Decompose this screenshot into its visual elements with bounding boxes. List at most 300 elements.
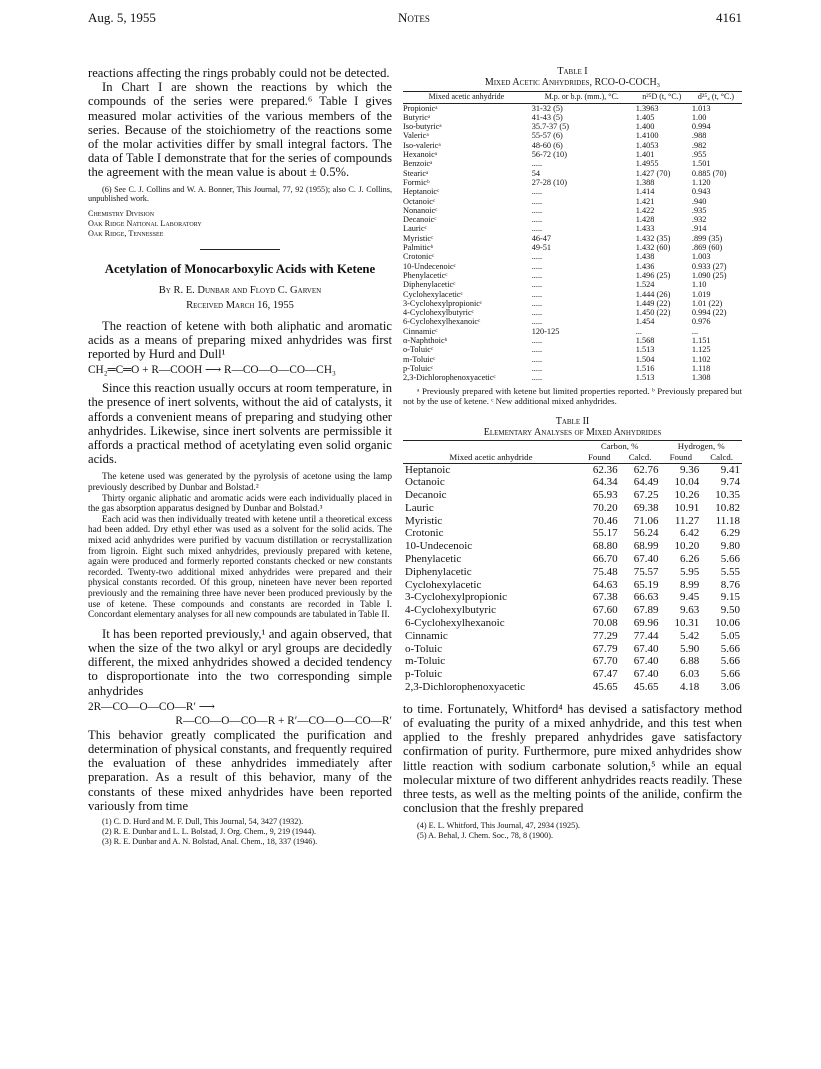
table-cell-value: 6.88 (679, 655, 700, 668)
table-cell-value: 1.524 (635, 280, 655, 290)
table-cell-value: 56-72 (10) (531, 150, 567, 160)
table-row (403, 308, 742, 317)
table-cell-value: 9.80 (720, 540, 740, 553)
table-cell-value: 1.003 (691, 252, 711, 262)
table-row (403, 141, 742, 150)
table-cell-value: 67.40 (633, 642, 659, 655)
footnote-4: (4) E. L. Whitford, This Journal, 47, 2934 (1925). (417, 821, 580, 831)
table-cell-value: 10.20 (674, 540, 700, 553)
table-cell-value: 1.405 (635, 112, 655, 122)
table-cell-value: 45.65 (592, 681, 618, 694)
table-cell-name: Decanoicᶜ (403, 215, 437, 225)
table-cell-value: 0.976 (691, 317, 711, 327)
table-cell-value: 1.501 (691, 159, 711, 169)
table-row (403, 566, 742, 579)
table-row (403, 187, 742, 196)
table-cell-value: .988 (691, 131, 707, 141)
table-cell-name: Cinnamic (405, 629, 448, 642)
table-cell-value: ..... (531, 363, 543, 373)
table-cell-value: ..... (531, 261, 543, 271)
table-cell-name: Lauricᶜ (403, 224, 427, 234)
table-cell-value: .982 (691, 140, 707, 150)
table-cell-value: .940 (691, 196, 707, 206)
table-2-caption: Elementary Analyses of Mixed Anhydrides (483, 426, 662, 438)
table-row (403, 655, 742, 668)
table-row (403, 113, 742, 122)
table-cell-name: 3-Cyclohexylpropionicᶜ (403, 298, 483, 308)
table-1-header: d²⁵₄ (t, °C.) (690, 92, 742, 104)
table-cell-name: Palmiticᵇ (403, 243, 434, 253)
table-1-notes: ᵃ Previously prepared with ketene but limited properties reported. ᵇ Previously prepared but not by the use of ketene. ᶜ New additional mixed anhydrides. (403, 385, 742, 406)
table-cell-value: 3.06 (720, 681, 740, 694)
footnotes (88, 817, 392, 846)
table-cell-name: Hexanoicᵃ (403, 150, 438, 160)
table-row (403, 299, 742, 308)
table-cell-value: .955 (691, 150, 707, 160)
table-cell-name: Myristicᶜ (403, 233, 434, 243)
table-cell-value: 70.46 (592, 514, 618, 527)
table-cell-value: .869 (60) (691, 243, 723, 253)
table-cell-name: Crotonic (405, 527, 444, 540)
table-cell-name: o-Toluicᶜ (403, 345, 434, 355)
table-1-header: M.p. or b.p. (mm.), °C. (530, 92, 634, 104)
table-cell-value: 35.7-37 (5) (531, 122, 570, 132)
table-cell-value: 6.26 (679, 553, 700, 566)
table-cell-name: Crotonicᶜ (403, 252, 435, 262)
table-row (403, 630, 742, 643)
table-cell-value: 1.454 (635, 317, 655, 327)
table-cell-value: 64.34 (592, 476, 618, 489)
table-cell-value: 5.66 (720, 642, 740, 655)
table-cell-value: 1.516 (635, 363, 655, 373)
table-cell-name: Phenylacetic (405, 553, 462, 566)
table-cell-name: Heptanoicᶜ (403, 187, 440, 197)
table-cell-name: Cyclohexylacetic (405, 578, 482, 591)
table-cell-name: Phenylaceticᶜ (403, 270, 448, 280)
table-row (403, 262, 742, 271)
affiliation (88, 209, 392, 238)
table-row (403, 476, 742, 489)
table-cell-value: 10.31 (674, 617, 700, 630)
equation-2a: 2R—CO—O—CO—R′ ⟶ (88, 700, 215, 713)
table-cell-value: 66.63 (633, 591, 659, 604)
table-cell-value: 1.496 (25) (635, 270, 671, 280)
table-cell-value: 1.019 (691, 289, 711, 299)
table-cell-name: m-Toluic (405, 655, 446, 668)
table-row (403, 317, 742, 326)
table-cell-value: 67.89 (633, 604, 659, 617)
table-cell-name: Myristic (405, 514, 443, 527)
table-row (403, 103, 742, 113)
table-1-label: Table I (557, 66, 588, 77)
table-row (403, 355, 742, 364)
table-cell-value: 1.01 (22) (691, 298, 723, 308)
table-cell-value: .899 (35) (691, 233, 723, 243)
table-2-header: Mixed acetic anhydride (403, 440, 579, 463)
table-cell-name: 2,3-Dichlorophenoxyacetic (405, 681, 526, 694)
table-cell-value: ..... (531, 354, 543, 364)
table-1-caption: Mixed Acetic Anhydrides, RCO-O-COCH₃ (484, 77, 661, 88)
table-cell-value: 48-60 (6) (531, 140, 563, 150)
table-cell-value: 0.994 (22) (691, 308, 727, 318)
table-row (403, 131, 742, 140)
table-cell-value: 5.66 (720, 553, 740, 566)
header-page-number: 4161 (716, 10, 742, 25)
page-header (88, 10, 742, 30)
table-row (403, 280, 742, 289)
table-cell-value: 0.994 (691, 122, 711, 132)
received-date: Received March 16, 1955 (186, 299, 294, 311)
table-cell-value: 31-32 (5) (531, 103, 563, 113)
table-cell-value: 77.44 (633, 629, 659, 642)
table-cell-value: ... (635, 326, 642, 336)
table-1-header: Mixed acetic anhydride (403, 92, 530, 104)
table-cell-value: 11.27 (674, 514, 700, 527)
table-1-header-row (403, 92, 742, 104)
header-date: Aug. 5, 1955 (88, 10, 156, 25)
table-row (403, 604, 742, 617)
table-1 (403, 91, 742, 383)
table-cell-value: 1.438 (635, 252, 655, 262)
table-cell-value: 1.308 (691, 373, 711, 383)
table-row (403, 553, 742, 566)
table-cell-value: 1.118 (691, 363, 711, 373)
table-cell-value: 62.76 (633, 463, 659, 476)
paragraph-4: This behavior greatly complicated the purification and determination of physical constants, and frequently required the evaluation of these anhydrides immediately after preparation. As a result of this behavior, many of the constants of these mixed anhydrides have been reported variously from time (88, 727, 392, 813)
table-cell-name: 10-Undecenoicᶜ (403, 261, 456, 271)
table-cell-name: 6-Cyclohexylhexanoicᶜ (403, 317, 481, 327)
table-cell-value: 46-47 (531, 233, 552, 243)
paragraph-3: It has been reported previously,¹ and again observed, that when the size of the two alkyl or aryl groups are decidedly different, the mixed anhydrides showed a decided tendency to disproportionate into the two corresponding simple anhydrides (88, 626, 392, 698)
table-cell-value: ..... (531, 159, 543, 169)
table-row (403, 579, 742, 592)
table-cell-name: Cinnamicᶜ (403, 326, 438, 336)
table-row (403, 150, 742, 159)
table-cell-value: 9.45 (679, 591, 700, 604)
table-cell-value: 69.96 (633, 617, 659, 630)
footnote-5: (5) A. Behal, J. Chem. Soc., 78, 8 (1900). (417, 831, 553, 841)
table-cell-name: p-Toluic (405, 668, 443, 681)
table-row (403, 364, 742, 373)
table-cell-value: 1.400 (635, 122, 655, 132)
table-cell-value: 77.29 (592, 629, 618, 642)
table-cell-value: 45.65 (633, 681, 659, 694)
affiliation-line: Oak Ridge National Laboratory (88, 219, 202, 229)
table-cell-value: 8.76 (720, 578, 740, 591)
table-row (403, 215, 742, 224)
table-cell-name: Nonanoicᶜ (403, 205, 438, 215)
table-cell-value: 62.36 (592, 463, 618, 476)
table-cell-value: ..... (531, 224, 543, 234)
table-cell-value: 1.4955 (635, 159, 659, 169)
table-row (403, 373, 742, 382)
table-cell-value: ..... (531, 270, 543, 280)
table-2-header: Hydrogen, % (660, 440, 742, 452)
table-row (403, 122, 742, 131)
table-row (403, 515, 742, 528)
table-cell-value: 1.102 (691, 354, 711, 364)
table-cell-value: .935 (691, 205, 707, 215)
table-cell-value: 5.55 (720, 565, 740, 578)
paragraph-2: Since this reaction usually occurs at room temperature, in the presence of inert solvents, without the aid of catalysts, it affords a convenient means of preparing and studying other anhydrides. Likewise, since inert solvents are permissible it affords a practical method of acetylating even solid organic acids. (88, 381, 392, 467)
table-row (403, 271, 742, 280)
table-row (403, 345, 742, 354)
table-cell-value: 1.444 (26) (635, 289, 671, 299)
table-cell-value: 1.432 (60) (635, 243, 671, 253)
table-cell-value: ..... (531, 289, 543, 299)
table-cell-value: 5.42 (679, 629, 700, 642)
table-cell-name: 10-Undecenoic (405, 540, 473, 553)
experimental-paragraph-1: The ketene used was generated by the pyrolysis of acetone using the lamp previously described by Dunbar and Bolstad.² (88, 472, 392, 494)
table-cell-name: Octanoic (405, 476, 445, 489)
table-cell-name: 6-Cyclohexylhexanoic (405, 617, 505, 630)
table-cell-value: 1.568 (635, 336, 655, 346)
table-cell-value: 69.38 (633, 501, 659, 514)
table-cell-value: ..... (531, 280, 543, 290)
table-cell-value: 1.427 (70) (635, 168, 671, 178)
table-2 (403, 440, 742, 694)
table-cell-value: 1.4100 (635, 131, 659, 141)
table-row (403, 668, 742, 681)
table-cell-value: 9.63 (679, 604, 700, 617)
equation-2b: R—CO—O—CO—R + R′—CO—O—CO—R′ (175, 714, 392, 727)
table-cell-value: 5.95 (679, 565, 700, 578)
table-1-header: n²⁵D (t, °C.) (634, 92, 690, 104)
table-cell-value: 70.20 (592, 501, 618, 514)
table-cell-value: 67.79 (592, 642, 618, 655)
table-row (403, 327, 742, 336)
table-cell-value: 120-125 (531, 326, 560, 336)
table-cell-name: Iso-valericᵃ (403, 140, 441, 150)
table-cell-value: 9.50 (720, 604, 740, 617)
table-cell-value: 65.93 (592, 489, 618, 502)
footnotes-right (403, 821, 742, 841)
table-row (403, 206, 742, 215)
table-cell-value: 55.17 (592, 527, 618, 540)
table-cell-name: Stearicᵃ (403, 168, 429, 178)
table-row (403, 502, 742, 515)
table-2-header: Carbon, % (579, 440, 661, 452)
table-cell-value: 64.63 (592, 578, 618, 591)
equation-1: CH₂═C═O + R—COOH ⟶ R—CO—O—CO—CH₃ (88, 364, 336, 377)
table-row (403, 197, 742, 206)
table-2-header: Found (660, 452, 701, 464)
table-cell-value: 5.90 (679, 642, 700, 655)
table-cell-name: 3-Cyclohexylpropionic (405, 591, 508, 604)
table-cell-value: 4.18 (679, 681, 700, 694)
section-divider (200, 249, 280, 250)
table-2-header: Calcd. (701, 452, 742, 464)
table-cell-value: 1.504 (635, 354, 655, 364)
table-row (403, 178, 742, 187)
table-cell-value: 56.24 (633, 527, 659, 540)
table-cell-value: .932 (691, 215, 707, 225)
table-cell-value: 8.99 (679, 578, 700, 591)
table-cell-value: 1.125 (691, 345, 711, 355)
table-2-header: Found (579, 452, 620, 464)
table-cell-value: ..... (531, 336, 543, 346)
footnote-1: (1) C. D. Hurd and M. F. Dull, This Journal, 54, 3427 (1932). (102, 816, 304, 826)
table-cell-value: 27-28 (10) (531, 177, 567, 187)
table-cell-value: 0.885 (70) (691, 168, 727, 178)
intro-paragraph-2: In Chart I are shown the reactions by which the compounds of the series were prepared.⁶ Table I gives measured molar activities of the various members of the series. Because of the stoichiometry of the reactions some of the molar activities differ by small integral factors. The data of Table I demonstrate that for the series of compounds the agreement with the mean value is about ± 0.5%. (88, 80, 392, 180)
table-row (403, 681, 742, 694)
table-cell-value: 70.08 (592, 617, 618, 630)
table-cell-name: m-Toluicᶜ (403, 354, 436, 364)
table-cell-value: 67.60 (592, 604, 618, 617)
table-cell-value: ..... (531, 373, 543, 383)
table-cell-value: ... (691, 326, 699, 336)
table-cell-value: 1.513 (635, 345, 655, 355)
table-cell-value: 68.99 (633, 540, 659, 553)
table-cell-value: 1.00 (691, 112, 707, 122)
table-cell-name: Lauric (405, 501, 434, 514)
table-cell-value: 1.449 (22) (635, 298, 671, 308)
table-row (403, 243, 742, 252)
table-cell-value: ..... (531, 298, 543, 308)
table-cell-value: 9.36 (679, 463, 700, 476)
table-cell-value: 66.70 (592, 553, 618, 566)
experimental-paragraph-2: Thirty organic aliphatic and aromatic acids were each individually placed in the gas absorption apparatus designed by Dunbar and Bolstad.³ (88, 493, 392, 515)
table-row (403, 540, 742, 553)
table-row (403, 169, 742, 178)
table-cell-value: .914 (691, 224, 707, 234)
table-cell-name: 4-Cyclohexylbutyricᶜ (403, 308, 474, 318)
table-cell-name: Butyricᵃ (403, 112, 431, 122)
table-cell-value: 9.41 (720, 463, 740, 476)
table-cell-value: 1.414 (635, 187, 655, 197)
table-cell-value: 6.42 (679, 527, 700, 540)
table-cell-value: 1.10 (691, 280, 707, 290)
footnote-6: (6) See C. J. Collins and W. A. Bonner, This Journal, 77, 92 (1955); also C. J. Collins, unpublished work. (88, 184, 392, 204)
table-cell-value: 6.03 (679, 668, 700, 681)
table-cell-value: 1.401 (635, 150, 655, 160)
table-row (403, 159, 742, 168)
table-cell-value: 11.18 (715, 514, 740, 527)
table-cell-value: 65.19 (633, 578, 659, 591)
table-cell-value: 1.151 (691, 336, 711, 346)
table-cell-value: ..... (531, 196, 543, 206)
table-cell-name: o-Toluic (405, 642, 443, 655)
table-cell-name: Decanoic (405, 489, 447, 502)
table-cell-value: 67.47 (592, 668, 618, 681)
table-cell-value: ..... (531, 308, 543, 318)
table-cell-value: 10.04 (674, 476, 700, 489)
table-cell-value: 1.4053 (635, 140, 659, 150)
table-cell-value: 49-51 (531, 243, 552, 253)
left-column (88, 66, 392, 846)
table-cell-value: 1.436 (635, 261, 655, 271)
paragraph-1: The reaction of ketene with both aliphatic and aromatic acids as a means of preparing mixed anhydrides was first reported by Hurd and Dull¹ (88, 318, 392, 362)
table-cell-value: 1.421 (635, 196, 655, 206)
table-row (403, 527, 742, 540)
table-cell-value: 67.38 (592, 591, 618, 604)
table-cell-value: 10.91 (674, 501, 700, 514)
table-cell-name: Propionicᵃ (403, 103, 438, 113)
table-cell-value: 1.428 (635, 215, 655, 225)
table-row (403, 463, 742, 476)
table-cell-name: Benzoicᵃ (403, 159, 433, 169)
table-cell-name: Iso-butyricᵃ (403, 122, 442, 132)
table-cell-name: Diphenylaceticᶜ (403, 280, 456, 290)
table-cell-value: 1.513 (635, 373, 655, 383)
table-cell-value: 41-43 (5) (531, 112, 563, 122)
table-2-header: Calcd. (620, 452, 661, 464)
table-cell-value: 68.80 (592, 540, 618, 553)
table-cell-value: 10.82 (715, 501, 740, 514)
table-row (403, 591, 742, 604)
table-cell-value: 1.422 (635, 205, 655, 215)
table-cell-value: 6.29 (720, 527, 740, 540)
table-cell-value: 10.35 (715, 489, 740, 502)
table-cell-value: 5.66 (720, 655, 740, 668)
right-column (403, 66, 742, 841)
table-cell-name: 2,3-Dichlorophenoxyaceticᶜ (403, 373, 496, 383)
footnote-2: (2) R. E. Dunbar and L. L. Bolstad, J. Org. Chem., 9, 219 (1944). (102, 826, 317, 836)
table-cell-value: 64.49 (633, 476, 659, 489)
table-cell-value: 54 (531, 168, 541, 178)
table-cell-value: ..... (531, 317, 543, 327)
affiliation-line: Chemistry Division (88, 209, 155, 219)
table-cell-value: 67.70 (592, 655, 618, 668)
table-row (403, 224, 742, 233)
intro-paragraph-1: reactions affecting the rings probably could not be detected. (88, 66, 390, 80)
table-row (403, 234, 742, 243)
table-2-header-row-1 (403, 440, 742, 452)
table-cell-value: 9.15 (720, 591, 740, 604)
table-cell-value: 5.66 (720, 668, 740, 681)
article-title: Acetylation of Monocarboxylic Acids with Ketene (104, 261, 376, 276)
table-row (403, 617, 742, 630)
table-2-label: Table II (555, 415, 590, 427)
table-cell-name: Valericᵃ (403, 131, 429, 141)
paragraph-5: to time. Fortunately, Whitford⁴ has devised a satisfactory method of evaluating the purity of a mixed anhydride, and this test when applied to the freshly prepared anhydrides gave satisfactory confirmation of purity. Furthermore, pure mixed anhydrides show little reaction with sodium carbonate solution,⁵ while an equal molecular mixture of two different anhydrides reacts readily. These three tests, as well as the melting points of the anilide, confirm the conclusion that the freshly prepared (403, 701, 742, 816)
table-cell-name: Formicᵇ (403, 177, 430, 187)
table-cell-name: Diphenylacetic (405, 565, 472, 578)
table-cell-value: 9.74 (720, 476, 740, 489)
table-row (403, 252, 742, 261)
table-cell-name: p-Toluicᶜ (403, 363, 434, 373)
table-cell-value: 1.090 (25) (691, 270, 727, 280)
table-cell-value: 1.388 (635, 177, 655, 187)
table-cell-value: 5.05 (720, 629, 740, 642)
header-section: Notes (398, 10, 430, 25)
table-cell-value: 67.40 (633, 668, 659, 681)
table-cell-value: ..... (531, 187, 543, 197)
table-cell-value: 1.450 (22) (635, 308, 671, 318)
table-cell-value: 67.25 (633, 489, 659, 502)
table-row (403, 643, 742, 656)
table-cell-value: 67.40 (633, 553, 659, 566)
table-cell-value: 75.48 (592, 565, 618, 578)
table-cell-value: 1.120 (691, 177, 711, 187)
table-cell-value: ..... (531, 205, 543, 215)
table-row (403, 290, 742, 299)
authors: By R. E. Dunbar and Floyd C. Garven (158, 284, 322, 296)
table-cell-value: 1.433 (635, 224, 655, 234)
table-cell-name: α-Naphthoicᵇ (403, 336, 448, 346)
table-cell-name: Octanoicᶜ (403, 196, 436, 206)
table-cell-name: Heptanoic (405, 463, 451, 476)
table-cell-value: ..... (531, 215, 543, 225)
table-row (403, 489, 742, 502)
table-cell-value: 75.57 (633, 565, 659, 578)
table-cell-value: 71.06 (633, 514, 659, 527)
table-cell-value: 10.26 (674, 489, 700, 502)
table-cell-value: ..... (531, 252, 543, 262)
table-cell-value: 1.432 (35) (635, 233, 671, 243)
table-cell-value: ..... (531, 345, 543, 355)
